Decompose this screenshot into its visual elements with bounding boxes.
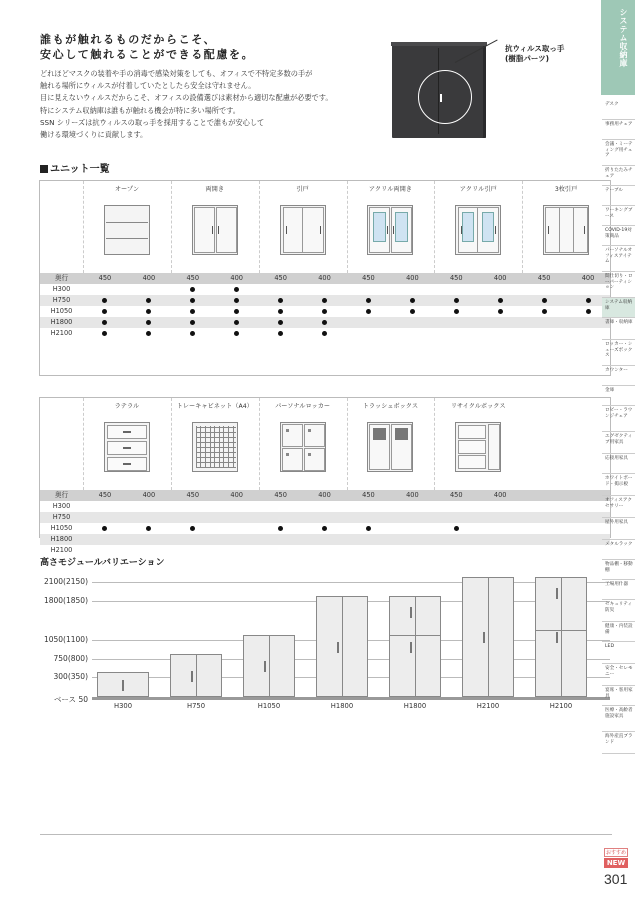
height-unit-cabinet [97, 672, 149, 697]
headline-line-1: 誰もが触れるものだからこそ、 [40, 33, 217, 46]
handle-icon [218, 226, 219, 234]
table-row [40, 534, 610, 545]
handle-icon [286, 226, 287, 234]
handle-icon [556, 632, 558, 643]
available-dot-icon [190, 320, 195, 325]
handle-icon [212, 226, 213, 234]
available-dot-icon [454, 309, 459, 314]
drawer-handle-icon [123, 447, 131, 449]
body-line: 目に見えないウィルスだからこそ、オフィスの設備選びは素材から適切な配慮が必要です。 [40, 93, 333, 103]
row-label: H1050 [50, 524, 73, 532]
cabinet-thumbnail [455, 422, 501, 472]
depth-cell: 400 [493, 274, 507, 282]
sidebar-item[interactable]: LED [602, 642, 635, 664]
drawer-handle-icon [123, 431, 131, 433]
available-dot-icon [454, 526, 459, 531]
available-dot-icon [322, 526, 327, 531]
drawer-handle-icon [123, 463, 131, 465]
glass-panel [395, 212, 408, 242]
lock-icon [308, 429, 311, 432]
height-unit-label: H1800 [403, 702, 427, 710]
cabinet-thumbnail [192, 422, 238, 472]
body-line: 働ける環境づくりに貢献します。 [40, 130, 148, 140]
handle-icon [556, 588, 558, 599]
table-row [40, 328, 610, 339]
height-unit-label: H750 [186, 702, 206, 710]
height-level-label: 750(800) [53, 654, 88, 663]
available-dot-icon [366, 298, 371, 303]
tray-row [196, 467, 236, 468]
square-bullet-icon [40, 165, 48, 173]
available-dot-icon [234, 331, 239, 336]
side-door [488, 424, 500, 470]
locker-door [304, 448, 325, 471]
drawer [107, 441, 147, 455]
available-dot-icon [190, 287, 195, 292]
sidebar-item[interactable]: 安全・セレモニー [602, 664, 635, 686]
door-divider [269, 636, 270, 696]
tray-row [196, 452, 236, 453]
depth-cell: 450 [274, 274, 287, 282]
locker-door [282, 448, 303, 471]
sidebar-item[interactable]: 工場用什器 [602, 580, 635, 600]
height-unit-cabinet [462, 577, 514, 697]
handle-icon [410, 642, 412, 653]
height-level-label: 1800(1850) [43, 596, 88, 605]
depth-cell: 450 [449, 274, 463, 282]
sidebar-item[interactable]: ロッカー・シューズボックス [602, 340, 635, 366]
handle-icon [495, 226, 496, 234]
sidebar-item[interactable]: 宴席・客用家具 [602, 686, 635, 706]
stack-divider [536, 630, 586, 631]
available-dot-icon [498, 309, 503, 314]
available-dot-icon [322, 309, 327, 314]
cabinet-thumbnail [280, 422, 326, 472]
column-header: トラッシュボックス [362, 403, 419, 410]
height-variation-title: 高さモジュールバリエーション [40, 558, 165, 568]
column-header: アクリル引戸 [459, 186, 497, 193]
column-separator [434, 181, 435, 273]
disposal-opening [395, 428, 408, 440]
height-unit-cabinet [243, 635, 295, 697]
depth-cell: 450 [186, 491, 200, 499]
column-separator [347, 181, 348, 273]
handle-icon [548, 226, 549, 234]
drawer [107, 457, 147, 471]
available-dot-icon [190, 331, 195, 336]
sidebar-item[interactable]: COVID-19対策商品 [602, 226, 635, 246]
available-dot-icon [586, 298, 591, 303]
sidebar-item[interactable]: 金庫 [602, 386, 635, 406]
available-dot-icon [454, 298, 459, 303]
available-dot-icon [146, 526, 151, 531]
column-header: パーソナルロッカー [275, 403, 331, 410]
sidebar-item[interactable]: エグゼクティブ用家具 [602, 432, 635, 454]
cabinet-thumbnail [455, 205, 501, 255]
depth-cell: 400 [318, 274, 331, 282]
depth-cell: 450 [274, 491, 287, 499]
table-row [40, 284, 610, 295]
available-dot-icon [278, 526, 283, 531]
callout-line-2: (樹脂パーツ) [505, 54, 550, 63]
sidebar-item[interactable]: 海外産直ブランド [602, 732, 635, 754]
table-row [40, 306, 610, 317]
height-unit-label: H1800 [330, 702, 354, 710]
row-label: H1800 [50, 318, 73, 326]
depth-cell: 400 [142, 274, 156, 282]
sidebar-item[interactable]: 書庫・収納庫 [602, 318, 635, 340]
column-header: トレーキャビネット（A4） [176, 403, 253, 410]
headline-line-2: 安心して触れることができる配慮を。 [40, 48, 255, 61]
cabinet-thumbnail [367, 422, 413, 472]
available-dot-icon [278, 309, 283, 314]
height-level-label: 2100(2150) [43, 577, 88, 586]
handle-icon [387, 226, 388, 234]
column-header: リサイクルボックス [450, 403, 506, 410]
handle-highlight-circle [418, 70, 472, 124]
sidebar-item[interactable]: システム収納庫 [602, 298, 635, 318]
available-dot-icon [102, 298, 107, 303]
door-divider [561, 578, 562, 696]
drawer [107, 425, 147, 439]
sidebar-item[interactable]: デスク [602, 100, 635, 120]
height-unit-cabinet [170, 654, 222, 697]
depth-cell: 400 [406, 274, 419, 282]
page-number: 301 [604, 871, 628, 887]
sidebar-item[interactable]: 屋外用家具 [602, 518, 635, 540]
tray-row [196, 432, 236, 433]
height-unit-cabinet [316, 596, 368, 697]
headline [40, 32, 254, 62]
lock-icon [286, 453, 289, 456]
available-dot-icon [102, 331, 107, 336]
depth-cell: 450 [98, 491, 112, 499]
sidebar-item[interactable]: 間仕切り・ローパーティション [602, 272, 635, 298]
sidebar-item[interactable]: セキュリティ防災 [602, 600, 635, 622]
handle-icon [440, 94, 442, 102]
column-separator [347, 398, 348, 490]
column-separator [83, 398, 84, 490]
available-dot-icon [102, 320, 107, 325]
available-dot-icon [410, 309, 415, 314]
table-row [40, 317, 610, 328]
sidebar-item[interactable]: パーソナルオフィスアイテム [602, 246, 635, 272]
height-level-label: 300(350) [53, 672, 88, 681]
door-panel [559, 207, 574, 253]
height-unit-cabinet [535, 577, 587, 697]
available-dot-icon [366, 309, 371, 314]
column-header: 両開き [205, 186, 225, 193]
sidebar-item[interactable]: 事務用チェア [602, 120, 635, 140]
height-level-label: 1050(1100) [43, 635, 88, 644]
available-dot-icon [410, 298, 415, 303]
sidebar-item[interactable]: 物品棚・移動棚 [602, 560, 635, 580]
table-row [40, 295, 610, 306]
door-divider [488, 578, 489, 696]
glass-panel [373, 212, 386, 242]
sidebar-item[interactable]: 折りたたみチェア [602, 166, 635, 186]
depth-cell: 450 [186, 274, 200, 282]
base-line [92, 697, 610, 700]
height-unit-label: H1050 [257, 702, 281, 710]
sidebar-item[interactable]: ロビー・ラウンジチェア [602, 406, 635, 432]
body-line: どれほどマスクの装着や手の消毒で感染対策をしても、オフィスで不特定多数の手が [40, 69, 313, 78]
cabinet-thumbnail [104, 422, 150, 472]
sidebar-item[interactable]: カウンター [602, 366, 635, 386]
height-level-label: ベース 50 [53, 695, 88, 704]
door-right [216, 207, 237, 253]
cabinet-thumbnail [192, 205, 238, 255]
depth-cell: 400 [406, 491, 419, 499]
column-header: 引戸 [296, 186, 309, 193]
recycle-bin [458, 425, 486, 439]
available-dot-icon [234, 309, 239, 314]
column-header: アクリル両開き [368, 186, 412, 193]
depth-cell: 400 [318, 491, 331, 499]
depth-row [40, 490, 610, 501]
recommended-tag: おすすめ [605, 850, 627, 856]
sidebar-item[interactable]: ワーキングブース [602, 206, 635, 226]
door-panel [573, 207, 588, 253]
intro-body [40, 68, 390, 141]
tray-row [196, 427, 236, 428]
locker-door [282, 424, 303, 447]
depth-row [40, 273, 610, 284]
tray-row [196, 462, 236, 463]
height-unit-cabinet [389, 596, 441, 697]
available-dot-icon [234, 298, 239, 303]
disposal-opening [373, 428, 386, 440]
body-line: 触れる場所にウィルスが付着していたとしたら安全は守れません。 [40, 81, 256, 91]
available-dot-icon [146, 331, 151, 336]
shelf-line [106, 222, 148, 223]
available-dot-icon [542, 309, 547, 314]
sidebar-item[interactable]: 健康・内装設備 [602, 622, 635, 642]
glass-panel [462, 212, 474, 242]
sidebar-item[interactable]: テーブル [602, 186, 635, 206]
available-dot-icon [146, 320, 151, 325]
handle-icon [320, 226, 321, 234]
depth-cell: 400 [581, 274, 595, 282]
available-dot-icon [146, 309, 151, 314]
handle-icon [264, 661, 266, 672]
section-title [40, 160, 110, 175]
depth-cell: 400 [230, 491, 243, 499]
recycle-bin [458, 455, 486, 469]
cabinet-thumbnail [280, 205, 326, 255]
column-header: ラテラル [114, 403, 140, 410]
unit-table-2 [39, 397, 611, 554]
depth-cell: 400 [493, 491, 507, 499]
available-dot-icon [322, 298, 327, 303]
depth-cell: 400 [230, 274, 243, 282]
handle-icon [122, 680, 124, 691]
available-dot-icon [278, 320, 283, 325]
available-dot-icon [146, 298, 151, 303]
height-unit-label: H2100 [476, 702, 500, 710]
column-separator [522, 181, 523, 273]
handle-icon [483, 632, 485, 643]
tray-row [196, 447, 236, 448]
handle-icon [410, 607, 412, 618]
sidebar-category-label: システム収納庫 [619, 8, 628, 68]
tray-row [196, 437, 236, 438]
column-separator [259, 398, 260, 490]
sidebar-item[interactable]: 応接用家具 [602, 454, 635, 474]
row-label: H300 [52, 502, 71, 510]
callout-line-1: 抗ウィルス取っ手 [505, 44, 565, 53]
column-header: 3枚引戸 [554, 186, 578, 193]
handle-icon [337, 642, 339, 653]
stack-divider [390, 635, 440, 636]
table-row [40, 512, 610, 523]
unit-table-1 [39, 180, 611, 376]
glass-panel [482, 212, 494, 242]
height-unit-label: H2100 [549, 702, 573, 710]
handle-icon [461, 226, 462, 234]
row-label: H2100 [50, 329, 73, 337]
available-dot-icon [190, 309, 195, 314]
available-dot-icon [542, 298, 547, 303]
door-divider [342, 597, 343, 696]
available-dot-icon [234, 287, 239, 292]
available-dot-icon [366, 526, 371, 531]
cabinet-thumbnail [367, 205, 413, 255]
row-label: H300 [52, 285, 71, 293]
lock-icon [308, 453, 311, 456]
sidebar-item[interactable]: ホワイトボード・掲示板 [602, 474, 635, 496]
sidebar-item[interactable]: 会議・ミーティング用チェア [602, 140, 635, 166]
available-dot-icon [278, 331, 283, 336]
table-row [40, 501, 610, 512]
tray-row [196, 442, 236, 443]
available-dot-icon [322, 331, 327, 336]
shelf-line [106, 238, 148, 239]
door-divider [415, 597, 416, 696]
row-label: H750 [52, 296, 71, 304]
depth-cell: 450 [449, 491, 463, 499]
available-dot-icon [498, 298, 503, 303]
sidebar-item[interactable]: オフィスアクセサリー [602, 496, 635, 518]
column-separator [171, 398, 172, 490]
sidebar-item[interactable]: メタルラック [602, 540, 635, 560]
available-dot-icon [190, 526, 195, 531]
column-separator [171, 181, 172, 273]
available-dot-icon [102, 526, 107, 531]
column-header: オープン [114, 186, 140, 193]
depth-cell: 450 [362, 491, 375, 499]
lock-icon [286, 429, 289, 432]
row-label: H1800 [50, 535, 73, 543]
depth-label: 奥行 [54, 491, 69, 499]
column-separator [259, 181, 260, 273]
handle-icon [191, 671, 193, 682]
available-dot-icon [190, 298, 195, 303]
sidebar-item[interactable]: 医療・高齢者施設家具 [602, 706, 635, 732]
depth-cell: 450 [537, 274, 551, 282]
available-dot-icon [102, 309, 107, 314]
body-line: SSN シリーズは抗ウィルスの取っ手を採用することで誰もが安心して [40, 117, 265, 127]
new-tag: NEW [604, 858, 628, 868]
depth-cell: 400 [142, 491, 156, 499]
body-line: 特にシステム収納庫は誰もが触れる機会が特に多い場所です。 [40, 105, 240, 115]
height-gridline [92, 582, 610, 583]
table-row [40, 523, 610, 534]
available-dot-icon [278, 298, 283, 303]
row-label: H1050 [50, 307, 73, 315]
depth-cell: 450 [362, 274, 375, 282]
door-divider [196, 655, 197, 696]
handle-icon [584, 226, 585, 234]
footer-divider [40, 834, 612, 835]
height-unit-label: H300 [113, 702, 133, 710]
callout-label [505, 44, 564, 64]
column-separator [434, 398, 435, 490]
cabinet-thumbnail [104, 205, 150, 255]
cabinet-thumbnail [543, 205, 589, 255]
recycle-bin [458, 440, 486, 454]
available-dot-icon [322, 320, 327, 325]
handle-icon [393, 226, 394, 234]
available-dot-icon [234, 320, 239, 325]
column-separator [83, 181, 84, 273]
locker-door [304, 424, 325, 447]
depth-cell: 450 [98, 274, 112, 282]
available-dot-icon [586, 309, 591, 314]
section-title-text: ユニット一覧 [50, 164, 110, 175]
row-label: H2100 [50, 546, 73, 554]
depth-label: 奥行 [54, 274, 69, 282]
row-label: H750 [52, 513, 71, 521]
tray-row [196, 457, 236, 458]
